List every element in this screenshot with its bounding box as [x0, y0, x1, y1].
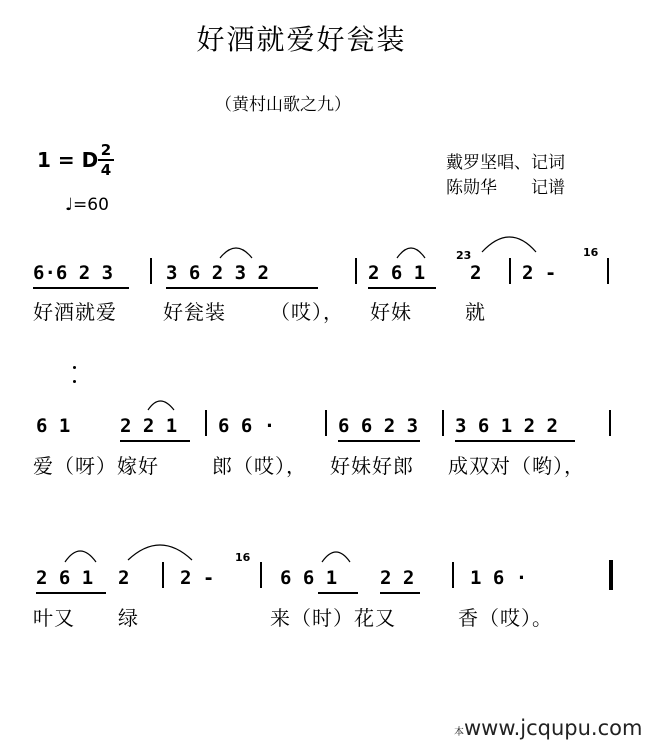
- note-group: 1 6 ·: [470, 567, 528, 589]
- lyric: 来（时）花又: [270, 606, 396, 630]
- time-numerator: 2: [100, 141, 112, 159]
- lyric: 好酒就爱: [33, 300, 117, 324]
- grace-note: 23: [456, 249, 472, 262]
- note-group: 6 6 1: [280, 567, 338, 589]
- lyric: 爱（呀）嫁好: [33, 454, 159, 478]
- slur: [482, 237, 536, 252]
- note-group: 6 1: [36, 415, 71, 437]
- lyric: 成双对（哟），: [448, 454, 585, 478]
- lyric: （哎），: [270, 300, 344, 324]
- note-group: 6 6 ·: [218, 415, 276, 437]
- note-group: 2 6 1: [36, 567, 94, 589]
- note-group: 2: [470, 262, 482, 284]
- key-signature: 1 = D: [37, 148, 99, 172]
- lyric: 就: [465, 300, 486, 324]
- lyric: 好瓮装: [163, 300, 226, 324]
- credit-singer: 戴罗坚唱、记词: [446, 153, 565, 173]
- slur: [397, 248, 425, 258]
- watermark: [454, 716, 642, 740]
- grace-note: 16: [235, 551, 251, 564]
- note-group: 2 6 1: [368, 262, 426, 284]
- grace-note: 16: [583, 246, 599, 259]
- note-group: 3 6 2 3 2: [166, 262, 269, 284]
- lyric: 好妹: [370, 300, 412, 324]
- watermark-url: www.jcqupu.com: [464, 716, 643, 740]
- quarter-note-icon: ♩: [65, 195, 74, 215]
- note-group: 2 2 1: [120, 415, 178, 437]
- slur: [65, 551, 96, 562]
- subtitle: （黄村山歌之九）: [215, 95, 351, 115]
- lyric: 香（哎）。: [458, 606, 553, 630]
- lyric: 叶又: [33, 606, 75, 630]
- note-group: 2 -: [522, 262, 557, 284]
- watermark-prefix: 本: [454, 727, 464, 738]
- slur: [148, 401, 174, 410]
- slur: [322, 552, 350, 562]
- credit-transcriber: 陈勋华 记谱: [446, 178, 565, 198]
- lyric: 绿: [118, 606, 139, 630]
- tempo-value: =60: [73, 195, 109, 215]
- page-title: 好酒就爱好瓮装: [196, 23, 407, 56]
- note-group: 2: [118, 567, 130, 589]
- slur: [220, 248, 252, 258]
- time-denominator: 4: [100, 161, 112, 179]
- note-group: 3 6 1 2 2: [455, 415, 558, 437]
- lyric: 郎（哎），: [212, 454, 307, 478]
- note-group: 2 -: [180, 567, 215, 589]
- note-group: 6·6 2 3: [33, 262, 114, 284]
- note-group: 2 2: [380, 567, 415, 589]
- lyric: 好妹好郎: [330, 454, 414, 478]
- note-group: 6 6 2 3: [338, 415, 419, 437]
- slur: [128, 545, 192, 560]
